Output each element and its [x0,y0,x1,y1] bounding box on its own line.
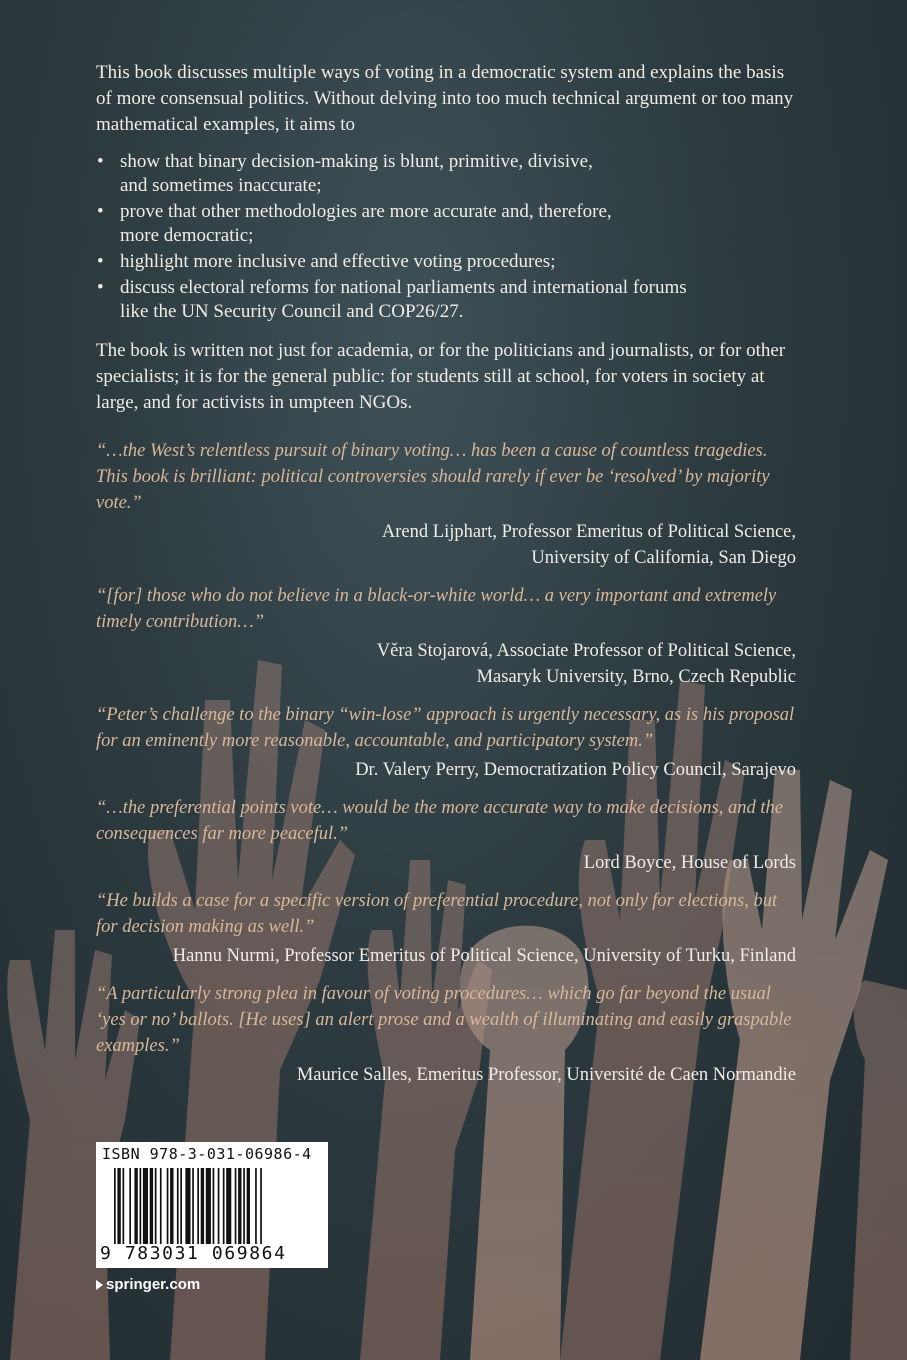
endorsement [96,583,796,690]
endorsement-attribution: Arend Lijphart, Professor Emeritus of Political Science, University of California, San Diego [381,522,796,568]
barcode-bars [114,1168,320,1244]
aim-item: • discuss electoral reforms for national parliaments and international forums like the UN Security Council and COP26/27. [96,276,796,324]
isbn-label: ISBN 978-3-031-06986-4 [102,1145,312,1163]
endorsement-attribution: Věra Stojarová, Associate Professor of Political Science, Masaryk University, Brno, Czech Republic [376,641,796,687]
endorsement-attribution: Dr. Valery Perry, Democratization Policy Council, Sarajevo [355,760,796,780]
aim-item: • highlight more inclusive and effective voting procedures; [96,250,796,274]
aim-item: • prove that other methodologies are more accurate and, therefore, more democratic; [96,200,796,248]
endorsement [96,702,796,783]
publisher-link[interactable] [96,1276,200,1293]
endorsement-quote: “…the West’s relentless pursuit of binary voting… has been a cause of countless tragedies. This book is brilliant: political controversies should rarely if ever be ‘resolved’ by majority vote.” [96,441,770,513]
endorsement [96,795,796,876]
intro-paragraph: This book discusses multiple ways of voting in a democratic system and explains the basis of more consensual politics. Without delving into too much technical argument or too many mathematical examples, it aims to [96,62,794,135]
aim-item: • show that binary decision-making is blunt, primitive, divisive, and sometimes inaccurate; [96,150,796,198]
endorsement-quote: “A particularly strong plea in favour of voting procedures… which go far beyond the usual ‘yes or no’ ballots. [He uses] an alert prose and a wealth of illuminating and easily graspable examples.” [96,984,792,1056]
arrow-right-icon [96,1280,103,1290]
publisher-url: springer.com [106,1276,201,1293]
audience-paragraph: The book is written not just for academia, or for the politicians and journalists, or for other specialists; it is for the general public: for students still at school, for voters in society at large, and for activists in umpteen NGOs. [96,340,786,413]
isbn-digits: 9 783031 069864 [100,1243,287,1264]
endorsement-attribution: Lord Boyce, House of Lords [583,853,796,873]
back-cover-text [96,60,796,1100]
endorsement [96,888,796,969]
isbn-barcode [96,1142,328,1268]
endorsement [96,438,796,571]
endorsement [96,981,796,1088]
endorsement-quote: “Peter’s challenge to the binary “win-lose” approach is urgently necessary, as is his proposal for an eminently more reasonable, accountable, and participatory system.” [96,705,795,751]
endorsement-quote: “He builds a case for a specific version of preferential procedure, not only for elections, but for decision making as well.” [96,891,778,937]
endorsement-attribution: Maurice Salles, Emeritus Professor, Université de Caen Normandie [296,1065,796,1085]
aims-list [96,150,796,324]
endorsement-quote: “[for] those who do not believe in a black-or-white world… a very important and extremely timely contribution…” [96,586,777,632]
endorsement-attribution: Hannu Nurmi, Professor Emeritus of Political Science, University of Turku, Finland [172,946,796,966]
endorsement-quote: “…the preferential points vote… would be the more accurate way to make decisions, and the consequences far more peaceful.” [96,798,783,844]
